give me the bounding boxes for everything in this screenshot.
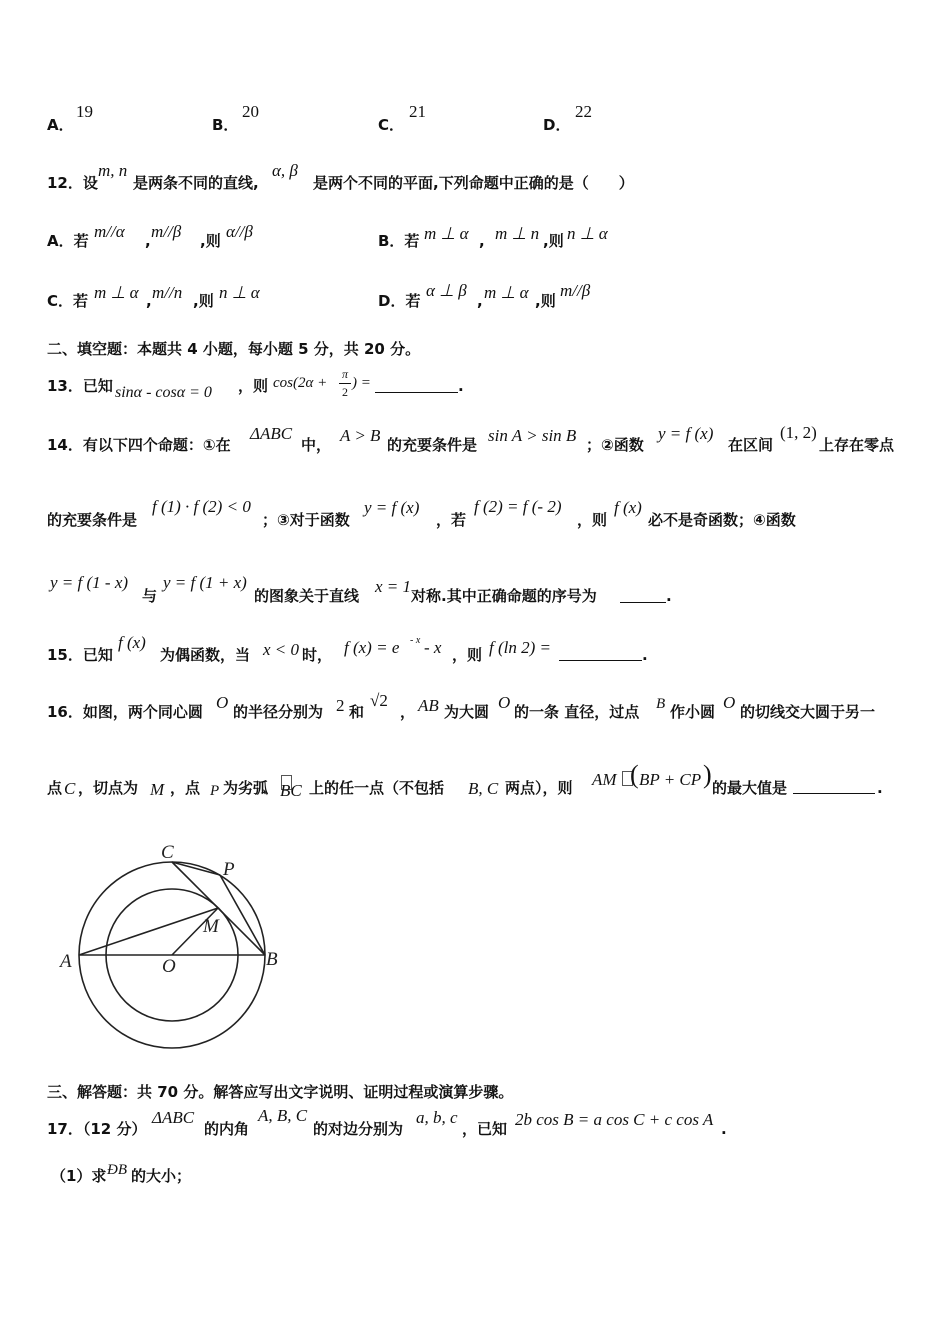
q17-equation: 2b cos B = a cos C + c cos A [515, 1110, 714, 1129]
q16-t9: ，切点为 [78, 779, 139, 797]
q14-number: 14．有以下四个命题：①在 [47, 436, 231, 454]
q15-t1: 为偶函数，当 [160, 646, 251, 664]
q14-t4: 在区间 [728, 436, 774, 454]
q16-t8: 点 [47, 779, 63, 797]
q12-c-then: ,则 [193, 292, 214, 310]
q12-c-result: n ⊥ α [219, 283, 260, 302]
q12-mn: m, n [98, 161, 128, 180]
q14-cond: A > B [340, 426, 381, 445]
q14-end: . [666, 587, 672, 605]
q15-ask: f (ln 2) = [489, 638, 551, 657]
q16-t13: 两点），则 [505, 779, 573, 797]
q16-t3: ， [400, 703, 416, 721]
q15-t3: ，则 [452, 646, 483, 664]
q13-answer-blank[interactable] [375, 380, 458, 393]
q17-t2: 的对边分别为 [313, 1120, 404, 1138]
q17-triangle: ΔABC [152, 1108, 195, 1127]
option-c-label: C． [378, 116, 405, 134]
q16-t1: 的半径分别为 [233, 703, 324, 721]
q16-m: M [150, 780, 165, 799]
chord-bp [220, 875, 265, 955]
q14-t6: 的充要条件是 [47, 511, 138, 529]
q15-cond: x < 0 [263, 640, 300, 659]
q16-r1: 2 [336, 696, 345, 715]
q14-sin: sin A > sin B [488, 426, 577, 445]
q14-t9: ，则 [577, 511, 608, 529]
q14-x1: x = 1 [375, 577, 412, 596]
q14-t3: ；②函数 [586, 436, 644, 454]
q12-d-then: ,则 [535, 292, 556, 310]
q14-t8: ，若 [436, 511, 467, 529]
q14-fx3: f (x) [614, 498, 642, 517]
q16-o3: O [723, 693, 736, 712]
q12-a-c2: m//β [151, 222, 182, 241]
q12-b-result: n ⊥ α [567, 224, 608, 243]
q13-condition: sinα - cosα = 0 [115, 384, 212, 401]
q16-ab: AB [418, 696, 439, 715]
q14-t12: 的图象关于直线 [254, 587, 360, 605]
q15-exponent: - x [410, 635, 421, 646]
q13-pi: π [341, 367, 348, 381]
q12-b-then: ,则 [543, 232, 564, 250]
label-b: B [266, 949, 278, 970]
left-paren: ( [630, 760, 639, 789]
label-m: M [203, 916, 219, 937]
q13-then: ，则 [238, 377, 269, 395]
q16-t7: 的切线交大圆于另一 [740, 703, 876, 721]
q16-t12: 上的任一点（不包括 [309, 779, 445, 797]
segment-am [79, 908, 218, 955]
q16-number: 16．如图，两个同心圆 [47, 703, 203, 721]
q16-p: P [210, 783, 220, 799]
q13-two: 2 [342, 385, 348, 399]
q15-answer-blank[interactable] [559, 648, 642, 661]
q17-end: . [721, 1120, 727, 1138]
q12-text-2: 是两个不同的平面,下列命题中正确的是（ ） [313, 174, 634, 192]
q17-part1-prefix: （1）求 [51, 1167, 107, 1185]
section-3-heading: 三、解答题：共 70 分。解答应写出文字说明、证明过程或演算步骤。 [47, 1083, 514, 1101]
q14-fx2: y = f (x) [364, 498, 420, 517]
q16-bc2: B, C [468, 779, 499, 798]
q14-f1: y = f (1 - x) [50, 573, 129, 592]
q12-a-label: A．若 [47, 232, 89, 250]
q12-a-result: α//β [226, 222, 253, 241]
q14-t1: 中， [301, 436, 332, 454]
q16-t2: 和 [349, 703, 365, 721]
q15-def: f (x) = e [344, 638, 400, 657]
q14-interval: (1, 2) [780, 423, 817, 442]
label-c: C [161, 842, 174, 863]
q16-bc: BC [280, 781, 302, 800]
q15-number: 15．已知 [47, 646, 113, 664]
q16-t4: 为大圆 [444, 703, 490, 721]
q12-b-label: B．若 [378, 232, 420, 250]
q16-t14: 的最大值是 [712, 779, 788, 797]
label-o: O [162, 956, 176, 977]
q14-triangle: ΔABC [250, 424, 293, 443]
q17-number: 17．（12 分） [47, 1120, 147, 1138]
q16-t11: 为劣弧 [223, 779, 269, 797]
q12-d-label: D．若 [378, 292, 421, 310]
q15-t2: 时， [302, 646, 333, 664]
comma: , [146, 292, 152, 310]
q12-ab: α, β [272, 161, 298, 180]
q12-c-c1: m ⊥ α [94, 283, 139, 302]
right-paren: ) [703, 760, 712, 789]
q17-t3: ，已知 [462, 1120, 508, 1138]
q14-t10: 必不是奇函数；④函数 [648, 511, 796, 529]
q17-sides: a, b, c [416, 1108, 458, 1127]
q13-fraction-bar [339, 383, 351, 384]
label-p: P [223, 859, 235, 880]
q13-number: 13．已知 [47, 377, 113, 395]
q16-t6: 作小圆 [670, 703, 716, 721]
q14-f2: y = f (1 + x) [163, 573, 247, 592]
q16-answer-blank[interactable] [793, 781, 875, 794]
comma: , [479, 232, 485, 250]
q13-end: . [458, 377, 464, 395]
q12-number: 12．设 [47, 174, 98, 192]
q14-eq: f (2) = f (- 2) [474, 497, 562, 516]
q12-b-c2: m ⊥ n [495, 224, 540, 243]
option-a-label: A． [47, 116, 74, 134]
q17-angle-b: ÐB [107, 1162, 127, 1178]
option-a-value: 19 [76, 102, 93, 121]
q17-t1: 的内角 [204, 1120, 250, 1138]
q12-a-then: ,则 [200, 232, 221, 250]
comma: , [477, 292, 483, 310]
q12-text-1: 是两条不同的直线, [133, 174, 259, 192]
q16-c: C [64, 779, 76, 798]
q17-angles: A, B, C [258, 1106, 308, 1125]
q14-answer-blank[interactable] [620, 590, 666, 603]
option-b-value: 20 [242, 102, 259, 121]
option-c-value: 21 [409, 102, 426, 121]
q12-a-c1: m//α [94, 222, 125, 241]
q16-t10: ，点 [170, 779, 201, 797]
q15-end: . [642, 646, 648, 664]
q16-expr: BP + CP [639, 770, 702, 789]
q15-def2: - x [424, 638, 442, 657]
q12-b-c1: m ⊥ α [424, 224, 469, 243]
option-d-value: 22 [575, 102, 592, 121]
q12-c-label: C．若 [47, 292, 89, 310]
q13-expr-b: ) = [352, 375, 371, 391]
q14-t5: 上存在零点 [819, 436, 895, 454]
q14-t11: 与 [142, 587, 158, 605]
q14-fx: y = f (x) [658, 424, 714, 443]
q14-product: f (1) · f (2) < 0 [152, 497, 251, 516]
q12-c-c2: m//n [152, 283, 183, 302]
q16-o2: O [498, 693, 511, 712]
q16-b: B [656, 696, 666, 712]
q12-d-c2: m ⊥ α [484, 283, 529, 302]
q14-t13: 对称.其中正确命题的序号为 [411, 587, 597, 605]
q14-t7: ；③对于函数 [262, 511, 350, 529]
q16-figure [55, 835, 295, 1060]
q16-am: AM [592, 770, 617, 789]
comma: , [145, 232, 151, 250]
option-d-label: D． [543, 116, 571, 134]
q16-end: . [877, 779, 883, 797]
q16-t5: 的一条 直径，过点 [514, 703, 640, 721]
q16-o1: O [216, 693, 229, 712]
q17-part1-suffix: 的大小； [131, 1167, 192, 1185]
q14-t2: 的充要条件是 [387, 436, 478, 454]
option-b-label: B． [212, 116, 239, 134]
q12-d-c1: α ⊥ β [426, 281, 467, 300]
q16-r2: √2 [370, 691, 388, 710]
q15-fx: f (x) [118, 633, 146, 652]
q12-d-result: m//β [560, 281, 591, 300]
section-2-heading: 二、填空题：本题共 4 小题，每小题 5 分，共 20 分。 [47, 340, 421, 358]
label-a: A [60, 951, 72, 972]
q13-expr-a: cos(2α + [273, 375, 328, 391]
